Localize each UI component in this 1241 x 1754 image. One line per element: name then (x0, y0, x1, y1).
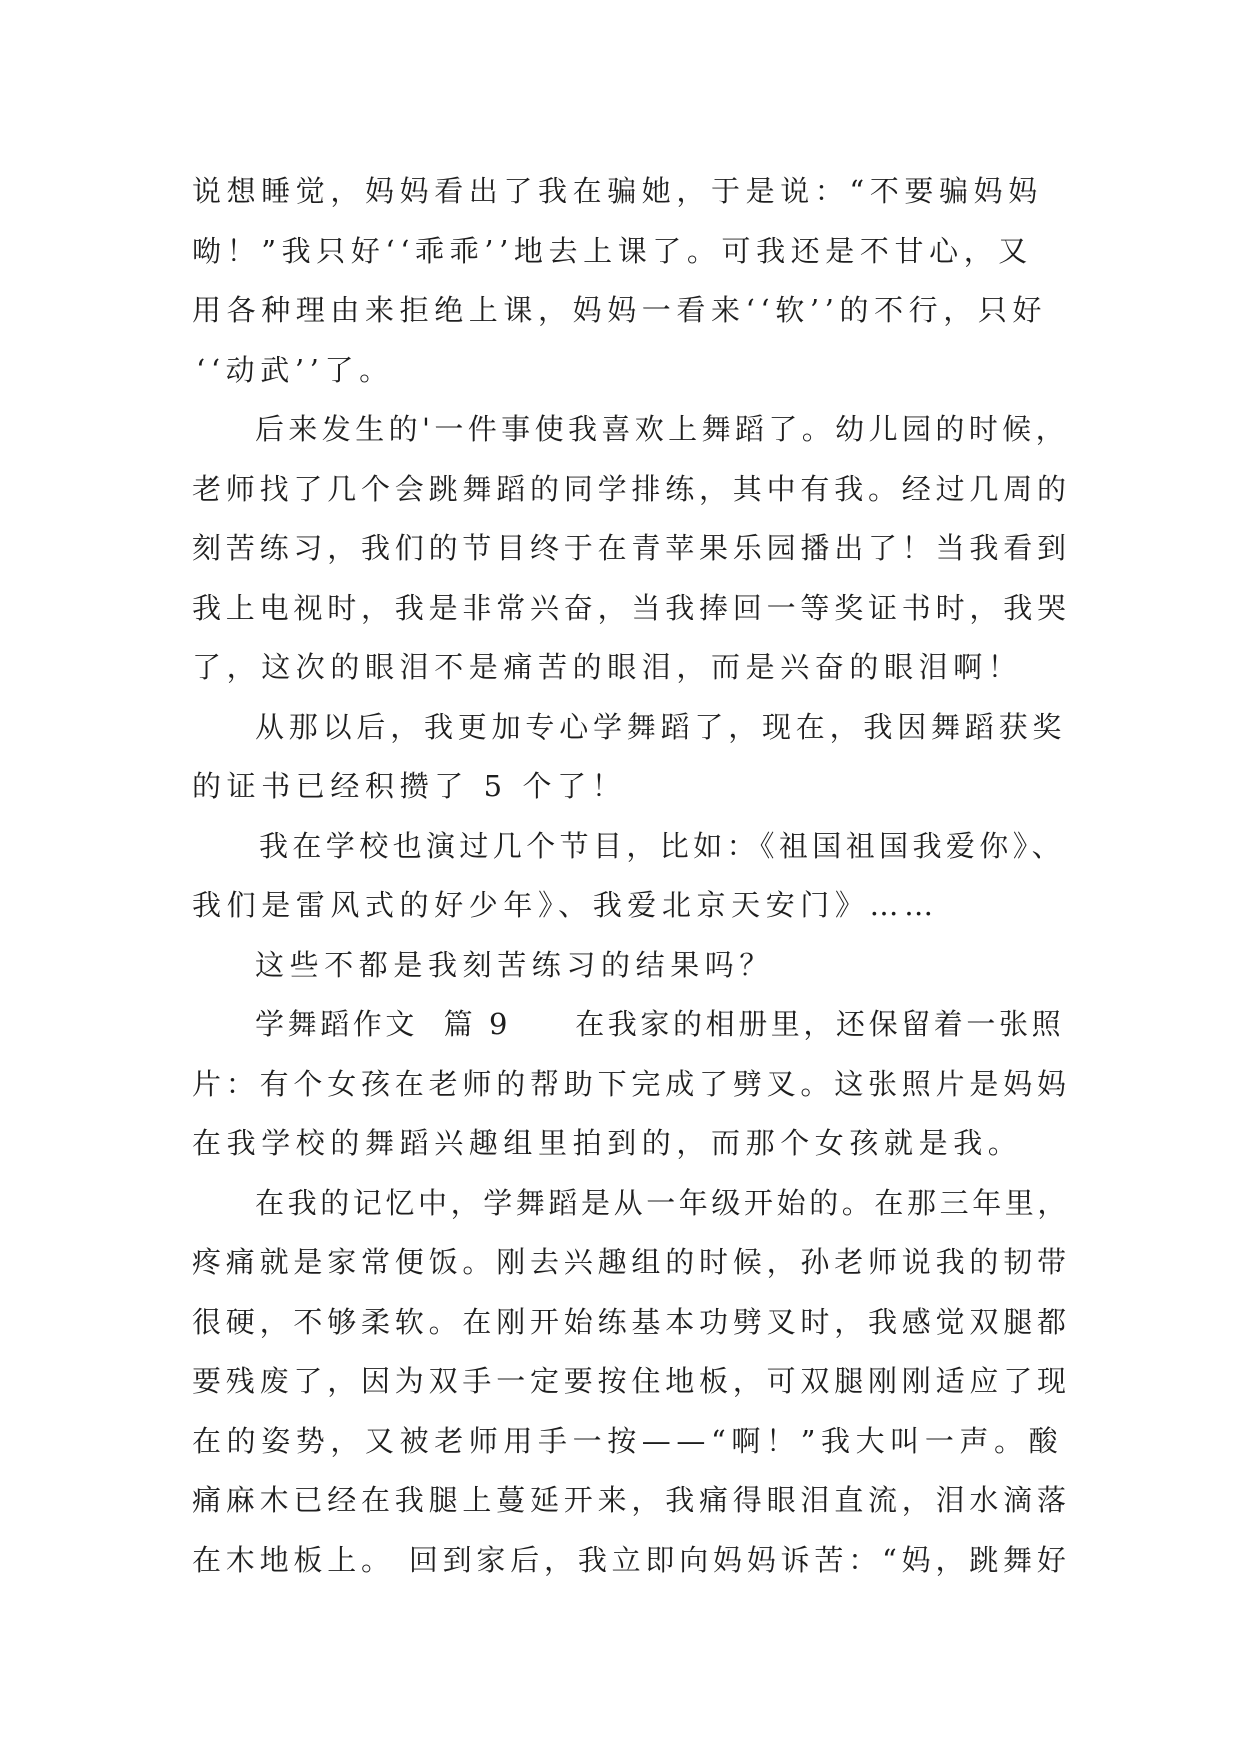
text-line-22: 在的姿势，又被老师用手一按——“啊！”我大叫一声。酸 (192, 1423, 1064, 1458)
text-line-8: 我上电视时，我是非常兴奋，当我捧回一等奖证书时，我哭 (192, 590, 1071, 625)
text-line-5: 后来发生的'一件事使我喜欢上舞蹈了。幼儿园的时候， (255, 412, 1069, 446)
text-line-3: 用各种理由来拒绝上课，妈妈一看来‘‘软’’的不行，只好 (192, 293, 1048, 327)
text-line-21: 要残废了，因为双手一定要按住地板，可双腿刚刚适应了现 (192, 1364, 1071, 1398)
body-text (192, 162, 1072, 1590)
text-line-16: 片：有个女孩在老师的帮助下完成了劈叉。这张照片是妈妈 (192, 1066, 1071, 1101)
text-line-4: ‘‘动武’’了。 (196, 352, 394, 387)
text-line-2: 呦！”我只好‘‘乖乖’’地去上课了。可我还是不甘心，又 (192, 233, 1033, 268)
text-line-15: 学舞蹈作文 篇 9 在我家的相册里，还保留着一张照 (255, 1007, 1065, 1041)
text-line-14: 这些不都是我刻苦练习的结果吗？ (255, 947, 775, 982)
text-line-17: 在我学校的舞蹈兴趣组里拍到的，而那个女孩就是我。 (192, 1126, 1023, 1160)
text-line-24: 在木地板上。 回到家后，我立即向妈妈诉苦：“妈，跳舞好 (192, 1542, 1071, 1577)
text-line-19: 疼痛就是家常便饭。刚去兴趣组的时候，孙老师说我的韧带 (192, 1245, 1071, 1279)
text-line-11: 的证书已经积攒了 5 个了！ (192, 769, 627, 803)
text-line-23: 痛麻木已经在我腿上蔓延开来，我痛得眼泪直流，泪水滴落 (192, 1483, 1071, 1517)
text-line-1: 说想睡觉，妈妈看出了我在骗她，于是说：“不要骗妈妈 (192, 174, 1043, 208)
text-line-7: 刻苦练习，我们的节目终于在青苹果乐园播出了！当我看到 (192, 531, 1071, 565)
text-line-10: 从那以后，我更加专心学舞蹈了，现在，我因舞蹈获奖 (255, 709, 1067, 744)
text-line-12: 我在学校也演过几个节目，比如：《祖国祖国我爱你》、 (259, 828, 1066, 863)
text-line-13: 我们是雷风式的好少年》、我爱北京天安门》…… (192, 888, 939, 922)
text-line-18: 在我的记忆中，学舞蹈是从一年级开始的。在那三年里， (255, 1185, 1071, 1220)
text-line-20: 很硬，不够柔软。在刚开始练基本功劈叉时，我感觉双腿都 (192, 1304, 1071, 1339)
text-line-9: 了，这次的眼泪不是痛苦的眼泪，而是兴奋的眼泪啊！ (192, 650, 1023, 684)
text-line-6: 老师找了几个会跳舞蹈的同学排练，其中有我。经过几周的 (192, 471, 1071, 506)
